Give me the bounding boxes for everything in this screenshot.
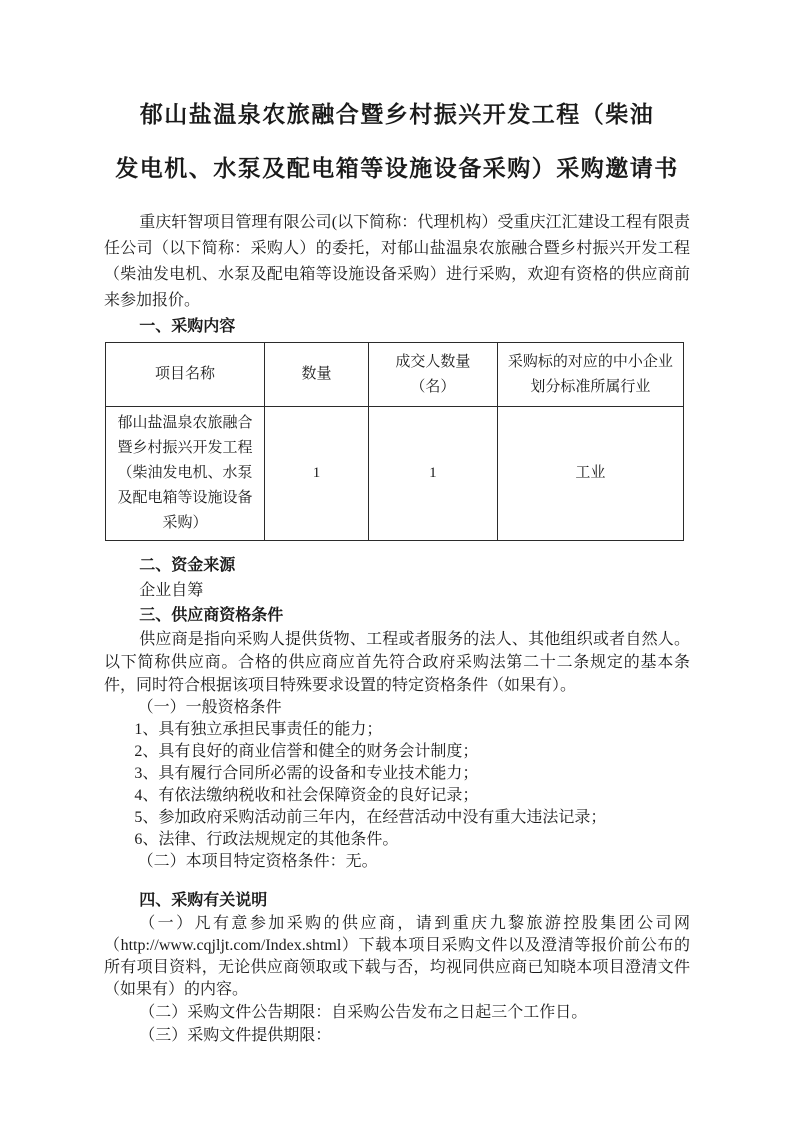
table-header-industry-category: 采购标的对应的中小企业划分标准所属行业	[497, 343, 683, 407]
table-row	[106, 407, 684, 541]
table-cell-project-name: 郁山盐温泉农旅融合暨乡村振兴开发工程（柴油发电机、水泵及配电箱等设施设备采购）	[106, 407, 265, 541]
qualification-item-3: 3、具有履行合同所必需的设备和专业技术能力；	[134, 765, 479, 782]
table-header-quantity: 数量	[264, 343, 368, 407]
section3-heading: 三、供应商资格条件	[139, 607, 284, 624]
section2-body: 企业自筹	[139, 582, 204, 599]
table-header-row	[106, 343, 684, 407]
section4-heading: 四、采购有关说明	[139, 892, 268, 909]
qualification-item-2: 2、具有良好的商业信誉和健全的财务会计制度；	[134, 743, 479, 760]
section4-item2-line: （二）采购文件公告期限：自采购公告发布之日起三个工作日。	[139, 1004, 588, 1021]
section3-sub2-line: （二）本项目特定资格条件：无。	[137, 853, 378, 870]
section3-sub1-heading: （一）一般资格条件	[137, 699, 282, 716]
qualification-item-6: 6、法律、行政法规规定的其他条件。	[134, 831, 399, 848]
section3-intro-paragraph: 供应商是指向采购人提供货物、工程或者服务的法人、其他组织或者自然人。以下简称供应商。合格的供应商应首先符合政府采购法第二十二条规定的基本条件，同时符合根据该项目特殊要求设置的特定资格条件（如果有）。	[104, 631, 690, 694]
section4-item1-paragraph: （一）凡有意参加采购的供应商，请到重庆九黎旅游控股集团公司网（http://www.cqjljt.com/Index.shtml）下载本项目采购文件以及澄清等报价前公布的所有项目资料，无论供应商领取或下载与否，均视同供应商已知晓本项目澄清文件（如果有）的内容。	[104, 915, 690, 998]
section1-heading: 一、采购内容	[139, 318, 236, 335]
procurement-content-table	[105, 342, 684, 541]
table-cell-quantity: 1	[264, 407, 368, 541]
section2-heading: 二、资金来源	[139, 557, 236, 574]
document-title-line2: 发电机、水泵及配电箱等设施设备采购）采购邀请书	[115, 156, 679, 181]
document-title	[104, 88, 690, 196]
table-cell-industry: 工业	[497, 407, 683, 541]
table-cell-winner-count: 1	[368, 407, 497, 541]
document-title-line1: 郁山盐温泉农旅融合暨乡村振兴开发工程（柴油	[139, 102, 655, 127]
section4-item3-line: （三）采购文件提供期限：	[139, 1027, 332, 1044]
qualification-item-4: 4、有依法缴纳税收和社会保障资金的良好记录；	[134, 787, 479, 804]
table-header-project-name: 项目名称	[106, 343, 265, 407]
qualification-item-1: 1、具有独立承担民事责任的能力；	[134, 721, 383, 738]
table-header-winner-count: 成交人数量（名）	[368, 343, 497, 407]
section2-block	[104, 553, 690, 628]
intro-paragraph: 重庆轩智项目管理有限公司(以下简称：代理机构）受重庆江汇建设工程有限责任公司（以下简称：采购人）的委托，对郁山盐温泉农旅融合暨乡村振兴开发工程（柴油发电机、水泵及配电箱等设施设备采购）进行采购，欢迎有资格的供应商前来参加报价。	[104, 214, 690, 309]
qualification-item-5: 5、参加政府采购活动前三年内，在经营活动中没有重大违法记录；	[134, 809, 607, 826]
